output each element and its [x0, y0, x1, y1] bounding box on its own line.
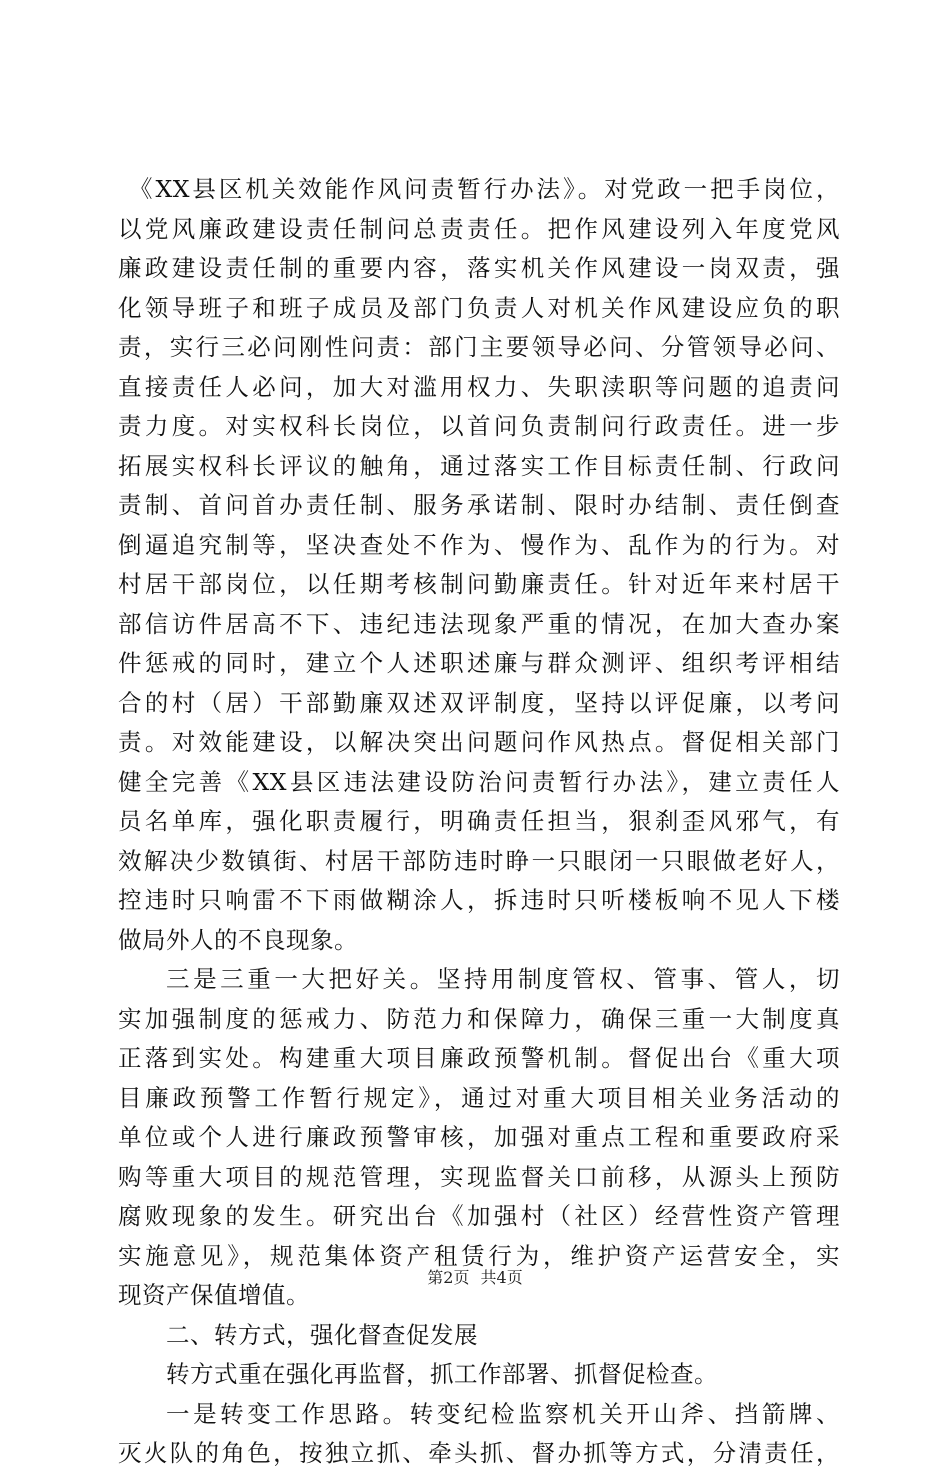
- text-line: 三是三重一大把好关。坚持用制度管权、管事、管人，切: [166, 965, 840, 993]
- text-line: 实施意见》，规范集体资产租赁行为，维护资产运营安全，实: [118, 1241, 840, 1270]
- text-line: 实加强制度的惩戒力、防范力和保障力，确保三重一大制度真: [118, 1004, 840, 1033]
- text-line: 正落到实处。构建重大项目廉政预警机制。督促出台《重大项: [118, 1044, 840, 1072]
- text-line: 健全完善《XX县区违法建设防治问责暂行办法》，建立责任人: [118, 767, 840, 796]
- text-line: 责，实行三必问刚性问责：部门主要领导必问、分管领导必问、: [118, 333, 840, 361]
- page-footer: 第2页 共4页: [427, 1268, 523, 1287]
- text-line: 拓展实权科长评议的触角，通过落实工作目标责任制、行政问: [118, 451, 840, 480]
- text-line: 灭火队的角色，按独立抓、牵头抓、督办抓等方式，分清责任，: [118, 1439, 840, 1467]
- text-line: 目廉政预警工作暂行规定》，通过对重大项目相关业务活动的: [118, 1083, 840, 1112]
- text-line: 合的村（居）干部勤廉双述双评制度，坚持以评促廉，以考问: [118, 688, 840, 717]
- text-line: 廉政建设责任制的重要内容，落实机关作风建设一岗双责，强: [118, 254, 840, 282]
- text-line: 责力度。对实权科长岗位，以首问负责制问行政责任。进一步: [118, 412, 840, 440]
- text-line: 直接责任人必问，加大对滥用权力、失职渎职等问题的追责问: [118, 372, 840, 401]
- text-line: 做局外人的不良现象。: [118, 925, 358, 954]
- text-line: 单位或个人进行廉政预警审核，加强对重点工程和重要政府采: [118, 1123, 840, 1151]
- text-line: 责。对效能建设，以解决突出问题问作风热点。督促相关部门: [118, 728, 840, 756]
- text-line: 现资产保值增值。: [118, 1281, 310, 1309]
- text-line: 腐败现象的发生。研究出台《加强村（社区）经营性资产管理: [118, 1202, 840, 1230]
- text-line: 化领导班子和班子成员及部门负责人对机关作风建设应负的职: [118, 293, 840, 322]
- text-line: 件惩戒的同时，建立个人述职述廉与群众测评、组织考评相结: [118, 649, 840, 677]
- text-line: 以党风廉政建设责任制问总责责任。把作风建设列入年度党风: [118, 214, 840, 243]
- text-line: 责制、首问首办责任制、服务承诺制、限时办结制、责任倒查: [118, 491, 840, 519]
- text-line: 村居干部岗位，以任期考核制问勤廉责任。针对近年来村居干: [118, 570, 840, 598]
- text-line: 倒逼追究制等，坚决查处不作为、慢作为、乱作为的行为。对: [118, 530, 840, 559]
- text-line: 控违时只响雷不下雨做糊涂人，拆违时只听楼板响不见人下楼: [118, 886, 840, 914]
- text-line: 二、转方式，强化督查促发展: [166, 1320, 478, 1349]
- text-line: 部信访件居高不下、违纪违法现象严重的情况，在加大查办案: [118, 609, 840, 638]
- text-line: 一是转变工作思路。转变纪检监察机关开山斧、挡箭牌、: [166, 1399, 840, 1428]
- text-line: 《XX县区机关效能作风问责暂行办法》。对党政一把手岗位，: [129, 175, 840, 203]
- text-line: 员名单库，强化职责履行，明确责任担当，狠刹歪风邪气，有: [118, 807, 840, 835]
- text-line: 转方式重在强化再监督，抓工作部署、抓督促检查。: [166, 1360, 718, 1388]
- text-line: 购等重大项目的规范管理，实现监督关口前移，从源头上预防: [118, 1162, 840, 1191]
- text-line: 效解决少数镇街、村居干部防违时睁一只眼闭一只眼做老好人，: [118, 846, 840, 875]
